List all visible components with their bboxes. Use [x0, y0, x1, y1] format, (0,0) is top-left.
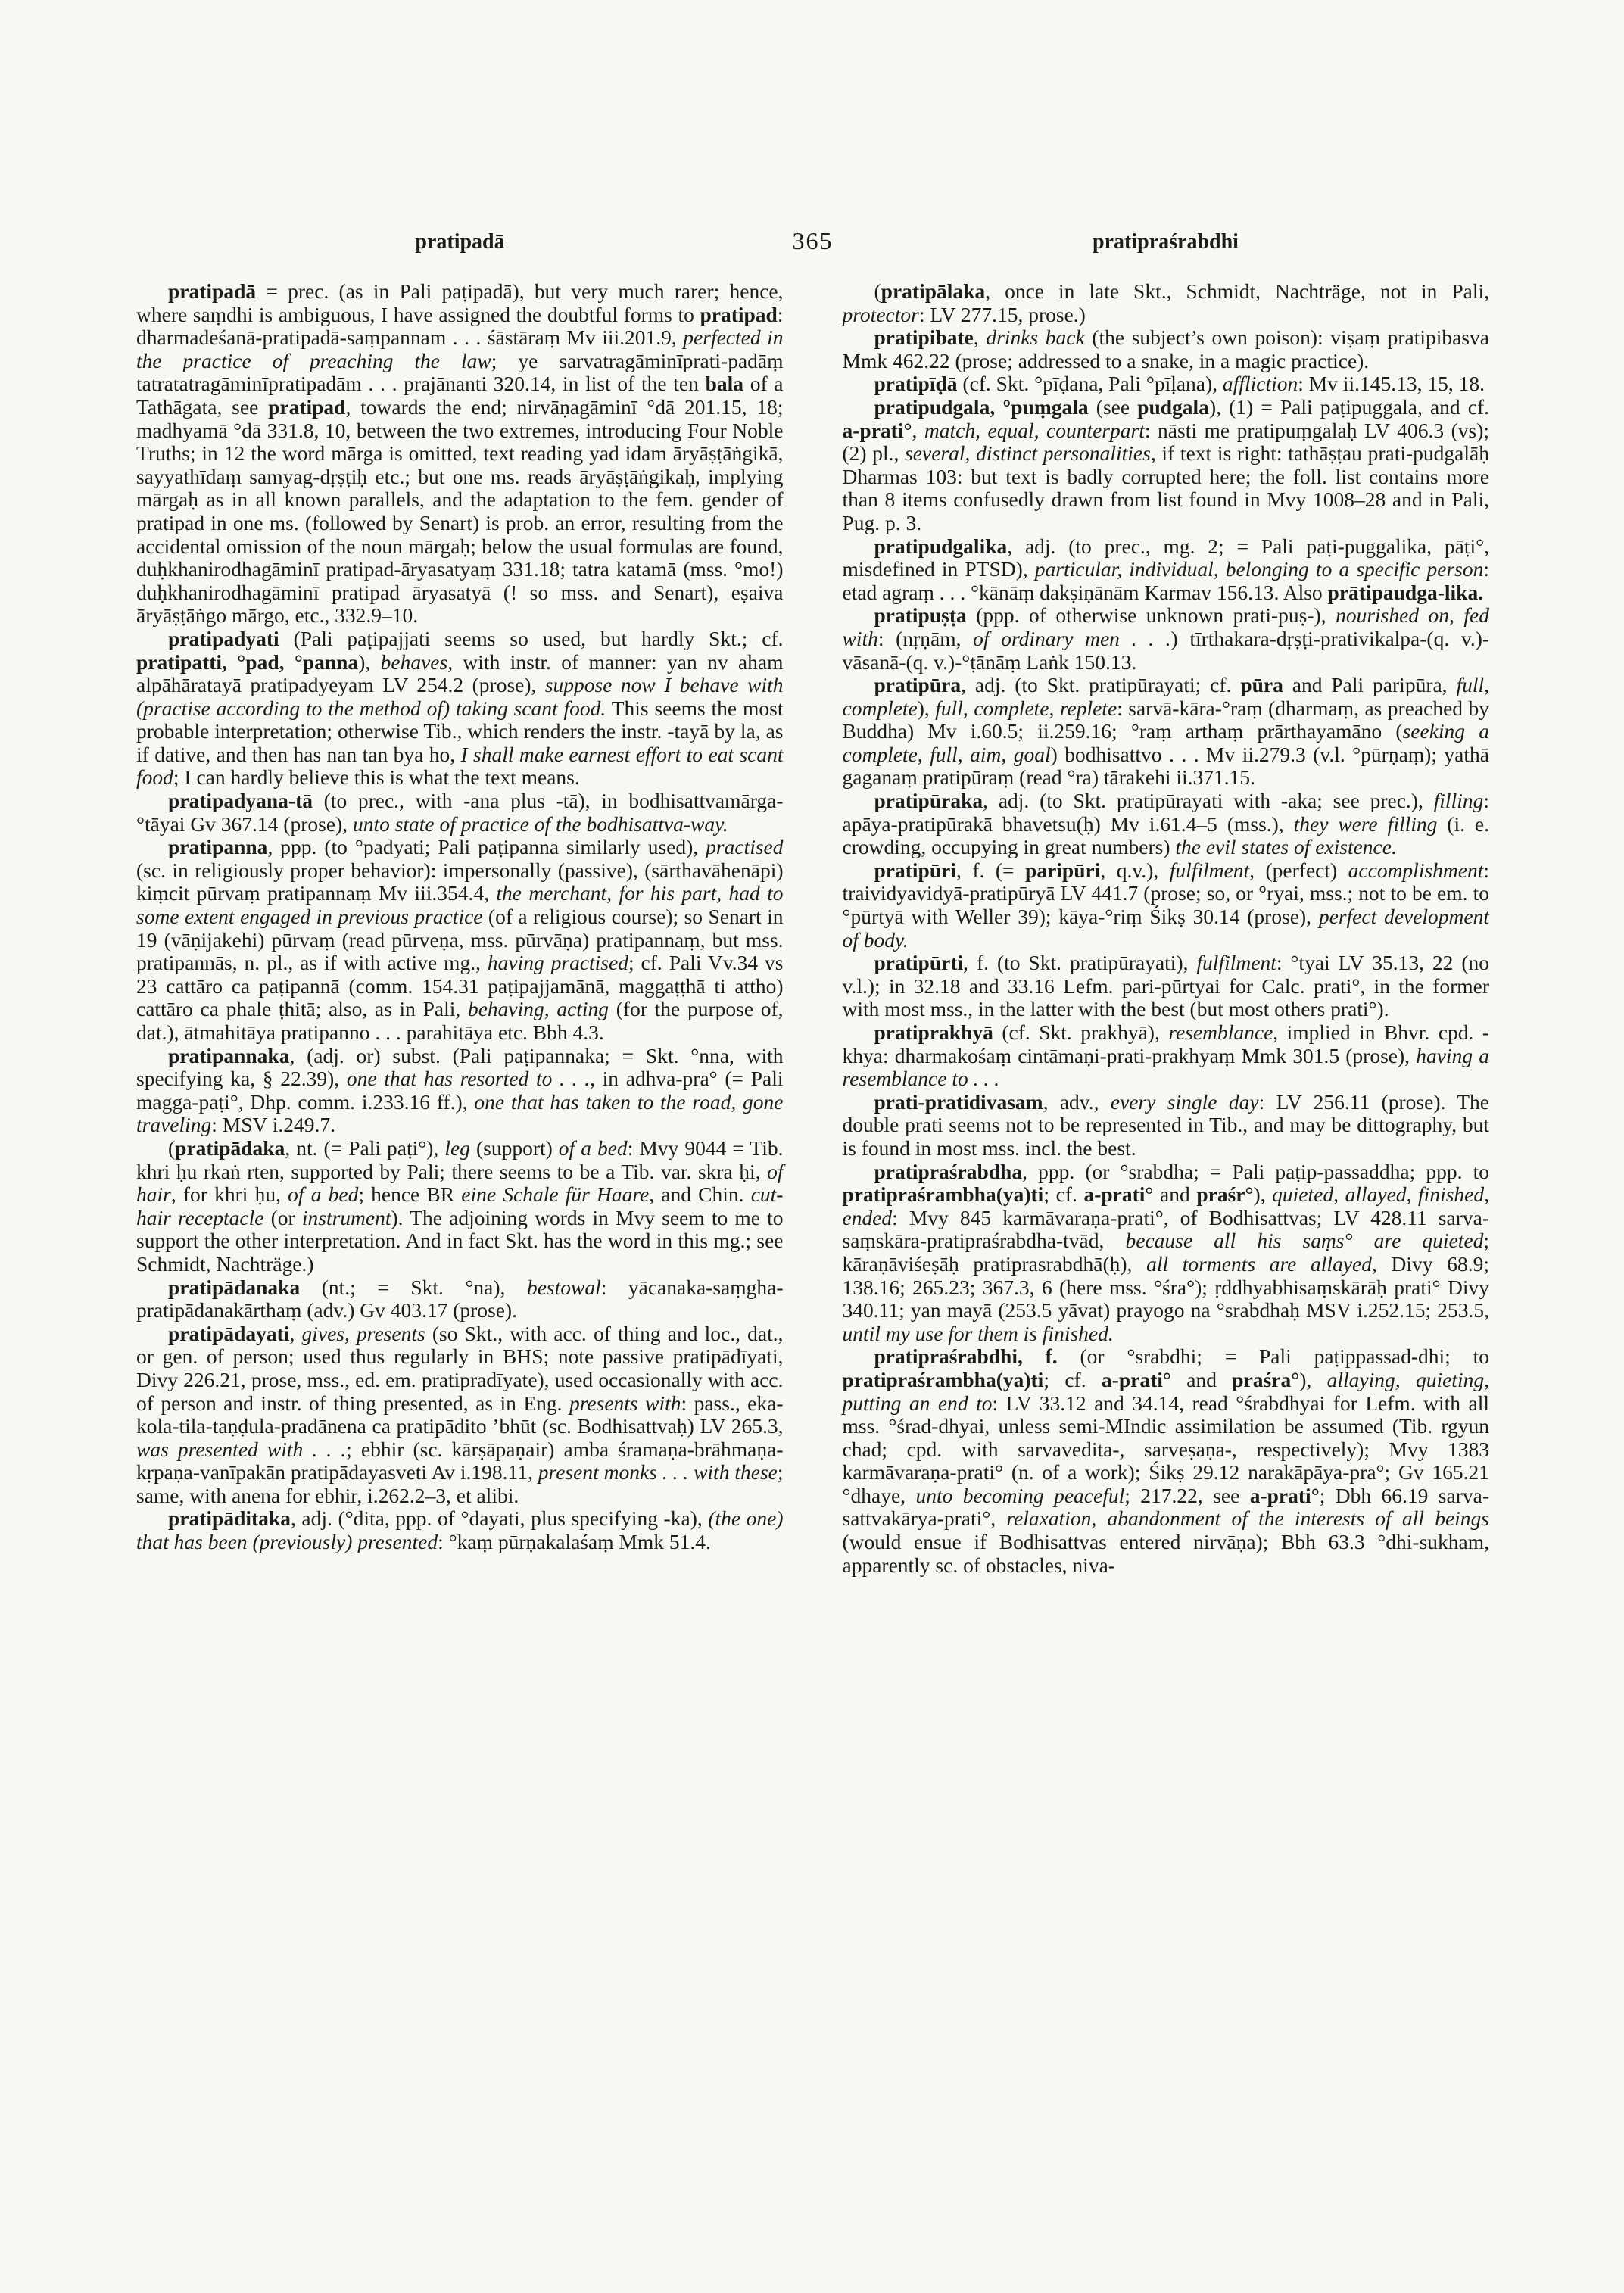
entry-text: ,: [289, 1321, 302, 1345]
entry-text: ),: [917, 696, 936, 720]
entry-text: , Divy 68.9; 138.16; 265.23; 367.3, 6 (here mss. °śra°); ṛddhyabhisaṃskārāḥ prati° Divy 340.11; yan mayā (253.5 yāvat) prayogo na °srabdhaḥ MSV i.252.15; 253.5,: [842, 1251, 1490, 1323]
dictionary-entry: [136, 1507, 784, 1553]
headword-text: pratipanna: [168, 835, 268, 859]
headword-text: pratipīḍā: [874, 372, 958, 396]
entry-text: : (nṛṇām,: [877, 626, 974, 650]
dictionary-entry: [843, 1091, 1490, 1161]
gloss-text: having a resemblance to . . .: [842, 1043, 1489, 1091]
headword-text: pratipadā: [168, 279, 257, 303]
entry-text: , q.v.),: [1100, 858, 1170, 882]
gloss-text: protector: [842, 302, 919, 326]
entry-text: : MSV i.249.7.: [211, 1113, 336, 1137]
entry-text: , if text is right: tathāṣṭau prati-pudgalāḥ Dharmas 103: but text is badly corrupted here; the foll. list contains more than 8 items confusedly drawn from list found in Mvy 1008–28 and in Pali, Pug. p. 3.: [842, 441, 1489, 534]
entry-text: : traividyavidyā-pratipūryā LV 441.7 (prose; so, or °ryai, mss.; not to be em. to °pūrtyā with Weller 39); kāya-°riṃ Śikṣ 30.14 (prose),: [842, 858, 1490, 929]
gloss-text: I shall make earnest effort to eat scant food: [136, 742, 784, 790]
entry-text: (Pali paṭipajjati seems so used, but hardly Skt.; cf.: [279, 626, 784, 650]
entry-text: , implied in Bhvr. cpd. -khya: dharmakośaṃ cintāmaṇi-prati-prakhyaṃ Mmk 301.5 (prose),: [842, 1020, 1489, 1067]
headword-text: paripūri: [1025, 858, 1101, 882]
entry-text: This seems the most probable interpretation; otherwise Tib., which renders the instr. -tayā by la, as if dative, and then has nan tan bya ho,: [136, 696, 784, 766]
headword-text: a-prati°: [842, 418, 912, 442]
gloss-text: present monks . . . with these: [538, 1460, 778, 1485]
dictionary-entry: [136, 1045, 784, 1137]
headword-text: a-prati°: [1083, 1182, 1154, 1207]
entry-text: (support): [469, 1136, 559, 1160]
entry-text: ,: [912, 418, 924, 442]
dictionary-entry: [136, 628, 784, 790]
entry-text: : sarvā-kāra-°raṃ (dharmaṃ, as preached by Buddha) Mv i.60.5; ii.259.16; °raṃ arthaṃ prārthayamāno (: [842, 696, 1489, 743]
entry-text: : LV 33.12 and 34.14, read °śrabdhyai for Lefm. with all mss. °śrad-dhyai, unless semi-MIndic assimilation be assumed (Tib. rgyun chad; cpd. with sarvavedita-, sarveṣaṇa-, respectively); Mvy 1383 karmāvaraṇa-prati° (n. of a work); Śikṣ 29.12 narakāpāya-pra°; Gv 165.21 °dhaye,: [842, 1391, 1489, 1507]
gloss-text: of a bed: [288, 1182, 359, 1207]
entry-text: = prec. (as in Pali paṭipadā), but very much rarer; hence, where saṃdhi is ambiguous, I have assigned the doubtful forms to: [136, 279, 784, 326]
headword-text: pratipūri: [874, 858, 956, 882]
entry-text: , adj. (°dita, ppp. of °dayati, plus specifying -ka),: [290, 1506, 709, 1531]
entry-text: : nāsti me pratipuṃgalaḥ LV 406.3 (vs); (2) pl.,: [842, 418, 1490, 466]
entry-text: , f. (=: [955, 858, 1026, 882]
headword-text: pratipraśrabdha: [874, 1159, 1023, 1183]
entry-text: ; cf.: [1043, 1182, 1084, 1207]
entry-text: (cf. Skt. prakhyā),: [993, 1020, 1169, 1044]
entry-text: : LV 256.11 (prose). The double prati seems not to be represented in Tib., and may be dittography, but is found in most mss. incl. the best.: [842, 1089, 1489, 1160]
entry-text: (i. e. crowding, occupying in great numbers): [842, 812, 1489, 859]
entry-text: (: [874, 279, 881, 303]
headword-text: pratipuṣṭa: [874, 603, 967, 628]
gloss-text: of hair: [136, 1159, 784, 1207]
gloss-text: behaving, acting: [467, 997, 609, 1021]
headword-text: pratipāditaka: [168, 1506, 291, 1531]
gloss-text: of ordinary men . . .: [973, 626, 1171, 650]
headword-text: pratipudgala, °puṃgala: [874, 394, 1089, 419]
entry-text: and: [1153, 1182, 1197, 1207]
gloss-text: they were filling: [1293, 812, 1438, 836]
gloss-text: unto becoming peaceful: [915, 1483, 1125, 1507]
gloss-text: full, complete: [842, 673, 1490, 720]
dictionary-entry: [843, 326, 1490, 372]
headword-text: pratipādayati: [168, 1321, 290, 1345]
gloss-text: suppose now I behave with (practise according to the method of) taking scant food.: [136, 673, 784, 720]
entry-text: ), (1) = Pali paṭipuggala, and cf.: [1208, 394, 1489, 419]
headword-text: praśr°: [1196, 1182, 1254, 1207]
gloss-text: one that has taken to the road, gone traveling: [136, 1089, 784, 1137]
entry-text: ; kāraṇāviśeṣāḥ pratiprasrabdhā(ḥ),: [842, 1229, 1489, 1276]
entry-text: , once in late Skt., Schmidt, Nachträge, not in Pali,: [985, 279, 1489, 303]
gloss-text: accomplishment: [1348, 858, 1484, 882]
gloss-text: presents with: [569, 1391, 681, 1415]
headword-text: pratipad: [268, 394, 346, 419]
gloss-text: unto state of practice of the bodhisattva-way.: [352, 812, 728, 836]
dictionary-entry: [843, 280, 1490, 326]
gloss-text: one that has resorted to . . .: [346, 1067, 591, 1091]
entry-text: ; 217.22, see: [1124, 1483, 1250, 1507]
entry-text: (ppp. of otherwise unknown prati-puṣ-),: [966, 603, 1336, 628]
dictionary-entry: [843, 1345, 1490, 1577]
entry-text: ),: [1299, 1367, 1327, 1391]
gloss-text: several, distinct personalities: [905, 441, 1151, 466]
dictionary-entry: [136, 1276, 784, 1323]
entry-text: : dharmadeśanā-pratipadā-saṃpannam . . . śāstāraṃ Mv iii.201.9,: [136, 302, 784, 350]
headword-text: pratiprakhyā: [874, 1020, 993, 1044]
entry-text: , adj. (to Skt. pratipūrayati with -aka; see prec.),: [983, 789, 1434, 813]
entry-text: , and Chin.: [649, 1182, 751, 1207]
dictionary-entry: [843, 1161, 1490, 1346]
dictionary-entry: [843, 396, 1490, 535]
guide-word-right: pratipraśrabdhi: [1093, 230, 1239, 254]
dictionary-entry: [843, 604, 1490, 674]
entry-text: , for khri ḥu,: [170, 1182, 288, 1207]
column-right: [843, 280, 1490, 1577]
dictionary-entry: [843, 535, 1490, 605]
page-number: 365: [792, 227, 834, 254]
gloss-text: was presented with . . .: [136, 1437, 347, 1461]
column-left: [136, 280, 784, 1577]
gloss-text: the merchant, for his part, had to some extent engaged in previous practice: [136, 881, 784, 929]
entry-text: (to prec., with -ana plus -tā), in bodhisattvamārga-°tāyai Gv 367.14 (prose),: [136, 789, 784, 836]
headword-text: pratipad: [700, 302, 778, 326]
headword-text: pudgala: [1137, 394, 1209, 419]
gloss-text: allaying, quieting, putting an end to: [842, 1367, 1489, 1415]
headword-text: pratipālaka: [881, 279, 986, 303]
entry-text: ) bodhisattvo . . . Mv ii.279.3 (v.l. °pūrṇaṃ); yathā gaganaṃ pratipūraṃ (read °ra) tārakehi ii.371.15.: [842, 742, 1489, 790]
gloss-text: of a bed: [558, 1136, 628, 1160]
gloss-text: the evil states of existence.: [1175, 835, 1397, 859]
entry-text: , adv.,: [1043, 1089, 1111, 1114]
dictionary-entry: [136, 790, 784, 836]
headword-text: prātipaudga-lika.: [1327, 580, 1484, 604]
entry-text: (see: [1088, 394, 1138, 419]
gloss-text: affliction: [1222, 372, 1298, 396]
entry-text: : etad agraṃ . . . °kānāṃ dakṣiṇānām Karmav 156.13. Also: [842, 557, 1489, 604]
entry-text: : apāya-pratipūrakā bhavetsu(ḥ) Mv i.61.4–5 (mss.),: [842, 789, 1489, 836]
headword-text: pratipūra: [874, 673, 962, 697]
gloss-text: filling: [1433, 789, 1484, 813]
entry-text: , adj. (to Skt. pratipūrayati; cf.: [961, 673, 1241, 697]
headword-text: praśra°: [1232, 1367, 1300, 1391]
gloss-text: instrument: [301, 1205, 391, 1229]
entry-text: , with instr. of manner: yan nv aham alpāhāratayā pratipadyeyam LV 254.2 (prose),: [136, 650, 784, 697]
entry-text: of a Tathāgata, see: [136, 372, 784, 419]
gloss-text: quieted, allayed, finished, ended: [842, 1182, 1489, 1229]
entry-text: , nt. (= Pali paṭi°),: [285, 1136, 445, 1160]
headword-text: pratipādaka: [175, 1136, 285, 1160]
entry-text: ; hence BR: [358, 1182, 462, 1207]
gloss-text: fulfilment: [1196, 951, 1276, 975]
entry-text: ; cf.: [1043, 1367, 1102, 1391]
gloss-text: having practised: [487, 951, 628, 975]
headword-text: pratipraśrambha(ya)ti: [842, 1182, 1044, 1207]
entry-text: (: [168, 1136, 176, 1160]
entry-text: : yācanaka-saṃgha-pratipādanakārthaṃ (adv.) Gv 403.17 (prose).: [136, 1275, 784, 1323]
headword-text: pratipūraka: [874, 789, 983, 813]
entry-text: , ppp. (or °srabdha; = Pali paṭip-passaddha; ppp. to: [1022, 1159, 1489, 1183]
gloss-text: match, equal, counterpart: [924, 418, 1145, 442]
gloss-text: all torments are allayed: [1146, 1251, 1372, 1276]
entry-text: ; I can hardly believe this is what the text means.: [173, 765, 580, 790]
entry-text: (nt.; = Skt. °na),: [300, 1275, 527, 1299]
entry-text: (or: [263, 1205, 302, 1229]
entry-text: (sc. in religiously proper behavior): impersonally (passive), (sārthavāhenāpi) kiṃcit pūrvaṃ pratipannaṃ Mv iii.354.4,: [136, 858, 784, 905]
entry-text: ),: [358, 650, 381, 674]
dictionary-entry: [136, 836, 784, 1044]
headword-text: pratipannaka: [168, 1043, 290, 1067]
gloss-text: (the one) that has been (previously) presented: [136, 1506, 784, 1554]
entry-text: : Mvy 845 karmāvaraṇa-prati°, of Bodhisattvas; LV 428.11 sarva-saṃskāra-pratipraśrabdha-tvād,: [842, 1205, 1489, 1253]
entry-text: , ppp. (to °padyati; Pali paṭipanna similarly used),: [267, 835, 706, 859]
gloss-text: particular, individual, belonging to a specific person: [1034, 557, 1484, 581]
entry-text: (the subject’s own poison): viṣaṃ pratipibasva Mmk 462.22 (prose; addressed to a snake, in a magic practice).: [842, 326, 1490, 372]
entry-text: , (adj. or) subst. (Pali paṭipannaka; = Skt. °nna, with specifying ka, § 22.39),: [136, 1043, 784, 1091]
entry-text: (cf. Skt. °pīḍana, Pali °pīḷana),: [957, 372, 1223, 396]
entry-text: ; ye sarvatragāminīprati-padāṃ tatratatragāminīpratipadām . . . prajānanti 320.14, in list of the ten: [136, 348, 784, 396]
gloss-text: drinks back: [986, 326, 1085, 350]
entry-text: ; cf. Pali Vv.34 vs 23 cattāro ca paṭipannā (comm. 154.31 paṭipajjamānā, maggaṭṭhā ti attho) cattāro ca phale ṭhitā; also, as in Pali,: [136, 951, 784, 1021]
guide-word-left: pratipadā: [415, 230, 505, 254]
entry-text: ; ebhir (sc. kārṣāpaṇair) amba śramaṇa-brāhmaṇa-kṛpaṇa-vanīpakān pratipādayasveti Av i.198.11,: [136, 1437, 784, 1485]
gloss-text: full, complete, replete: [935, 696, 1117, 720]
headword-text: pratipraśrabdhi, f.: [874, 1344, 1058, 1369]
gloss-text: gives, presents: [301, 1321, 425, 1345]
headword-text: a-prati°: [1101, 1367, 1171, 1391]
entry-text: (perfect): [1255, 858, 1348, 882]
dictionary-entry: [843, 859, 1490, 952]
entry-text: : LV 277.15, prose.): [918, 302, 1086, 326]
entry-text: (so Skt., with acc. of thing and loc., dat., or gen. of person; used thus regularly in BHS; note passive pratipādīyati, Divy 226.21, prose, mss., ed. em. pratipradīyate), used occasionally with acc. of person and instr. of thing presented, as in Eng.: [136, 1321, 784, 1415]
entry-text: : °kaṃ pūrṇakalaśaṃ Mmk 51.4.: [438, 1530, 711, 1554]
dictionary-entry: [843, 372, 1490, 396]
gloss-text: seeking a complete, full, aim, goal: [842, 719, 1489, 766]
headword-text: pratipatti, °pad, °panna: [136, 650, 359, 674]
entry-text: : pass., eka-kola-tila-taṇḍula-pradānena ca pratipādito ’bhūt (sc. Bodhisattvaḥ) LV 265.3,: [136, 1391, 784, 1438]
headword-text: pratipraśrambha(ya)ti: [842, 1367, 1044, 1391]
headword-text: prati-pratidivasam: [874, 1089, 1043, 1114]
entry-text: ). The adjoining words in Mvy seem to me to support the other interpretation. And in fact Skt. has the word in this mg.; see Schmidt, Nachträge.): [136, 1205, 784, 1276]
gloss-text: every single day: [1110, 1089, 1259, 1114]
entry-text: , adj. (to prec., mg. 2; = Pali paṭi-puggalika, pāṭi°, misdefined in PTSD),: [842, 534, 1489, 581]
headword-text: pratipibate: [874, 326, 974, 350]
entry-text: , in adhva-pra° (= Pali magga-paṭi°, Dhp. comm. i.233.16 ff.),: [136, 1067, 784, 1114]
entry-text: ; Dbh 66.19 sarva-sattvakārya-prati°,: [842, 1483, 1489, 1531]
dictionary-entry: [136, 1323, 784, 1508]
headword-text: pratipūrti: [874, 951, 964, 975]
headword-text: pratipadyati: [168, 626, 279, 650]
entry-text: (for the purpose of, dat.), ātmahitāya pratipanno . . . parahitāya etc. Bbh 4.3.: [136, 997, 784, 1044]
entry-text: (or °srabdhi; = Pali paṭippassad-dhi; to: [1057, 1344, 1489, 1369]
gloss-text: eine Schale für Haare: [461, 1182, 650, 1207]
gloss-text: resemblance: [1168, 1020, 1273, 1044]
gloss-text: practised: [706, 835, 784, 859]
entry-text: (would ensue if Bodhisattvas entered nirvāṇa); Bbh 63.3 °dhi-sukham, apparently sc. of obstacles, niva-: [842, 1530, 1489, 1577]
entry-text: ) tīrthakara-dṛṣṭi-prativikalpa-(q. v.)-vāsanā-(q. v.)-°ṭānāṃ Laṅk 150.13.: [842, 626, 1490, 674]
gloss-text: fulfilment,: [1169, 858, 1255, 882]
gloss-text: until my use for them is finished.: [842, 1321, 1114, 1345]
dictionary-entry: [843, 952, 1490, 1021]
gloss-text: behaves: [380, 650, 448, 674]
entry-text: ,: [973, 326, 987, 350]
entry-text: and Pali paripūra,: [1283, 673, 1457, 697]
entry-text: ),: [1253, 1182, 1273, 1207]
gloss-text: cut-hair receptacle: [136, 1182, 784, 1229]
entry-text: , towards the end; nirvāṇagāminī °dā 201.15, 18; madhyamā °dā 331.8, 10, between the two extremes, introducing Four Noble Truths; in 12 the word mārga is omitted, text reading yad idam āryāṣṭāṅgikā, sayyathīdaṃ samyag-dṛṣṭiḥ etc.; but one ms. reads āryāṣṭāṅgikaḥ, implying mārgaḥ as in all known parallels, and the adaptation to the fem. gender of pratipad in one ms. (followed by Senart) is prob. an error, resulting from the accidental omission of the noun mārgaḥ; below the usual formulas are found, duḥkhanirodhagāminī pratipad-āryasatyaṃ 331.18; tatra katamā (mss. °mo!) duḥkhanirodhagāminī pratipad āryasatyā (! so mss. and Senart), eṣaiva āryāṣṭāṅgo mārgo, etc., 332.9–10.: [136, 394, 784, 628]
dictionary-entry: [843, 1021, 1490, 1091]
headword-text: pratipudgalika: [874, 534, 1008, 558]
text-columns: [136, 280, 1489, 1577]
headword-text: pratipadyana-tā: [168, 789, 313, 813]
entry-text: , f. (to Skt. pratipūrayati),: [963, 951, 1197, 975]
entry-text: : Mv ii.145.13, 15, 18.: [1298, 372, 1485, 396]
headword-text: a-prati°: [1249, 1483, 1320, 1507]
running-header: [136, 227, 1489, 262]
entry-text: : Mvy 9044 = Tib. khri ḥu rkaṅ rten, supported by Pali; there seems to be a Tib. var. skra ḥi,: [136, 1136, 784, 1183]
entry-text: : °tyai LV 35.13, 22 (no v.l.); in 32.18 and 33.16 Lefm. pari-pūrtyai for Calc. prati°, in the former with most mss., in the latter with the best (but most others prati°).: [842, 951, 1489, 1021]
entry-text: ; same, with anena for ebhir, i.262.2–3, et alibi.: [136, 1460, 784, 1507]
gloss-text: relaxation, abandonment of the interests of all beings: [1006, 1506, 1489, 1531]
headword-text: pūra: [1240, 673, 1283, 697]
gloss-text: leg: [444, 1136, 470, 1160]
dictionary-entry: [843, 790, 1490, 859]
entry-text: and: [1170, 1367, 1233, 1391]
gloss-text: because all his saṃs° are quieted: [1125, 1229, 1484, 1253]
dictionary-entry: [136, 1137, 784, 1276]
gloss-text: perfected in the practice of preaching the law: [136, 326, 784, 372]
dictionary-entry: [843, 674, 1490, 790]
gloss-text: nourished on, fed with: [842, 603, 1489, 650]
entry-text: (of a religious course); so Senart in 19 (vāṇijakehi) pūrvaṃ (read pūrveṇa, mss. pūrvāṇa) pratipannaṃ, but mss. pratipannās, n. pl., as if with active mg.,: [136, 905, 784, 975]
gloss-text: bestowal: [526, 1275, 601, 1299]
dictionary-entry: [136, 280, 784, 628]
headword-text: pratipādanaka: [168, 1275, 301, 1299]
gloss-text: perfect development of body.: [842, 905, 1489, 952]
headword-text: bala: [705, 372, 743, 396]
